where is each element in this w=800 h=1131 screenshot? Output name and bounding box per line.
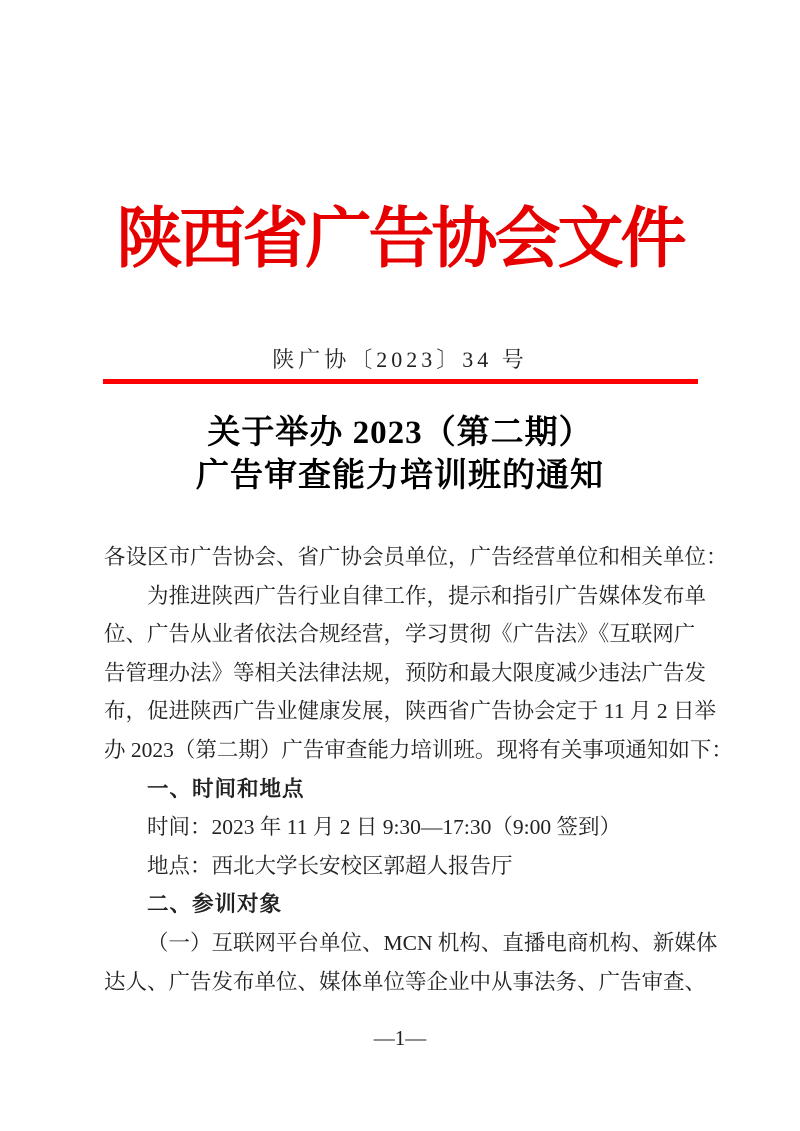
document-number: 陕广协〔2023〕34 号 [272,347,528,372]
notice-title [0,412,800,498]
body-line: 布，促进陕西广告业健康发展，陕西省广告协会定于 11 月 2 日举 [104,699,716,724]
body-line: 为推进陕西广告行业自律工作，提示和指引广告媒体发布单 [147,583,707,608]
salutation-line: 各设区市广告协会、省广协会员单位，广告经营单位和相关单位： [104,545,728,569]
body-line: （一）互联网平台单位、MCN 机构、直播电商机构、新媒体 [147,930,718,955]
body-line: 位、广告从业者依法合规经营，学习贯彻《广告法》《互联网广 [104,622,696,647]
notice-title-line-1: 关于举办 2023（第二期） [207,415,593,451]
masthead-title: 陕西省广告协会文件 [116,203,684,276]
red-separator-rule [103,379,698,384]
body-line: 告管理办法》等相关法律法规，预防和最大限度减少违法广告发 [104,660,707,685]
section-heading-2: 二、参训对象 [147,892,283,917]
time-line: 时间：2023 年 11 月 2 日 9:30—17:30（9:00 签到） [147,815,621,840]
section-heading-1: 一、时间和地点 [147,776,305,801]
body-line: 办 2023（第二期）广告审查能力培训班。现将有关事项通知如下： [104,737,733,762]
location-line: 地点：西北大学长安校区郭超人报告厅 [147,853,513,878]
document-body [104,538,733,1001]
page-number: —1— [373,1026,427,1050]
notice-title-line-2: 广告审查能力培训班的通知 [196,458,604,494]
body-line: 达人、广告发布单位、媒体单位等企业中从事法务、广告审查、 [104,969,707,994]
